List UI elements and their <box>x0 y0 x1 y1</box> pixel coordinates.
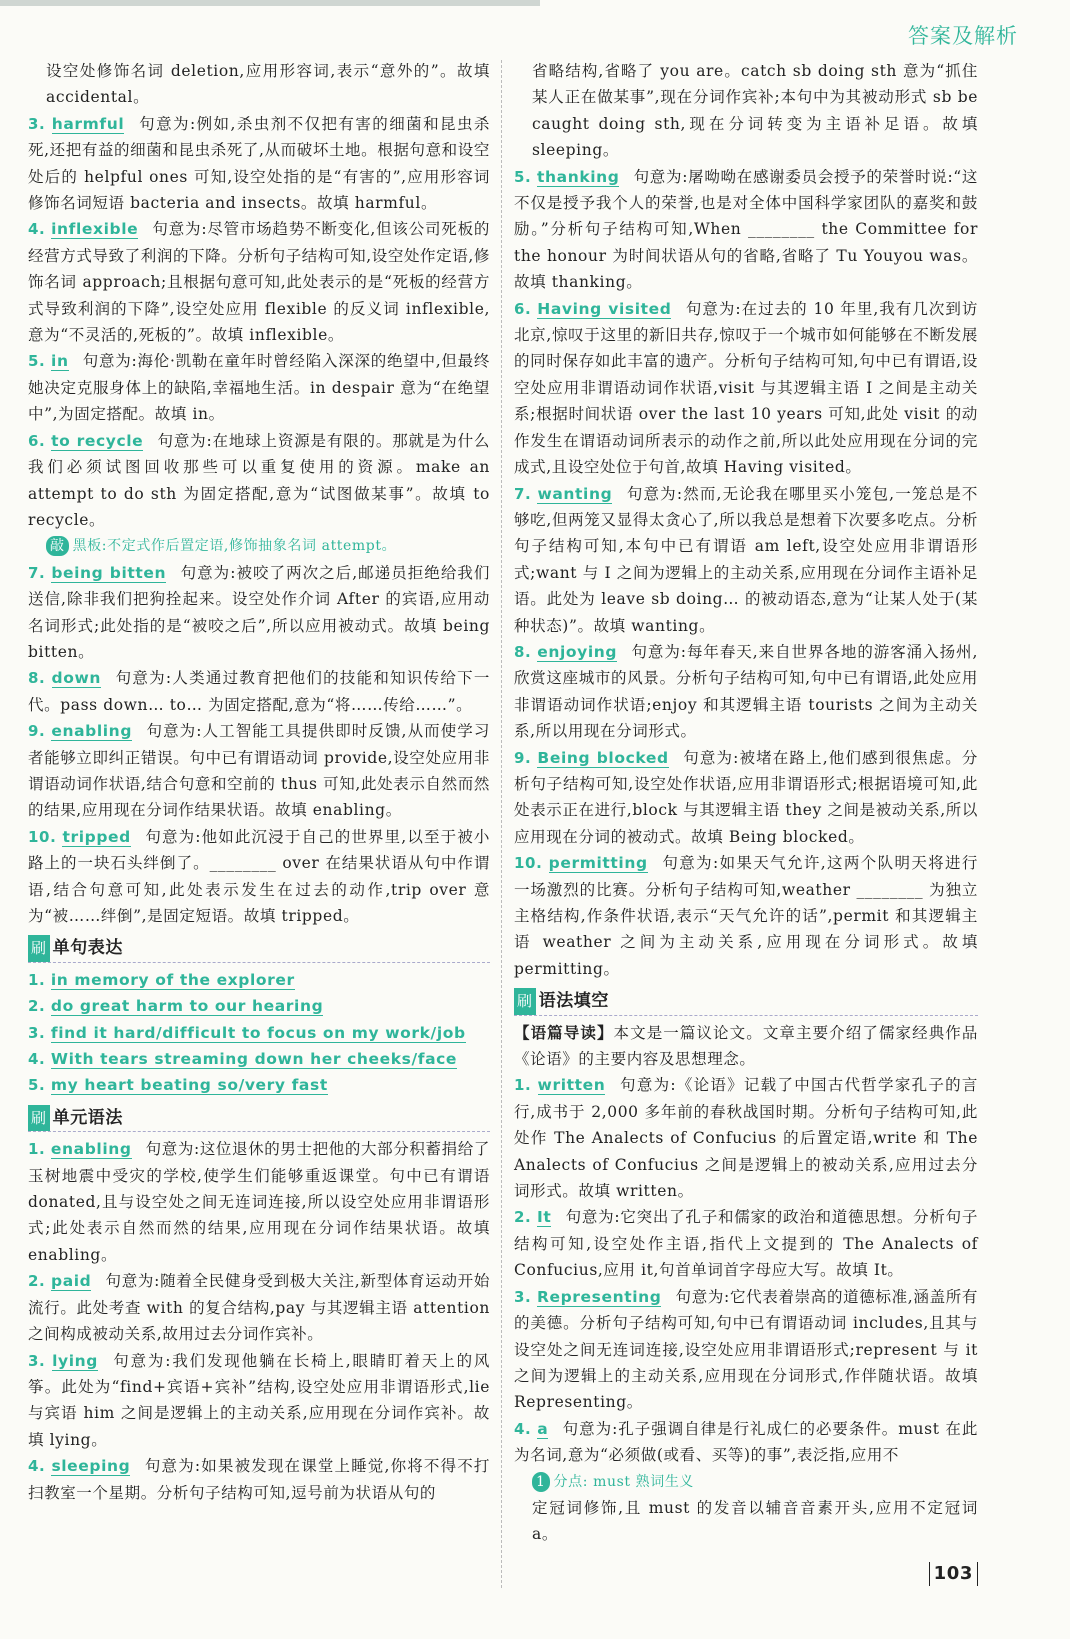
answer-text: wanting <box>537 484 613 503</box>
answer-item <box>514 850 978 982</box>
answer-item <box>514 481 978 639</box>
answer-text: enjoying <box>537 642 618 661</box>
answer-item <box>514 164 978 296</box>
answer-text: harmful <box>51 114 125 133</box>
item-number: 10. <box>28 827 57 846</box>
explanation-text: 句意为:它代表着崇高的道德标准,涵盖所有的美德。分析句子结构可知,句中已有谓语动词 includes,且其与设空处之间无连词连接,设空处应用非谓语形式;represent 与 it 之间为逻辑上的主动关系,应用现在分词形式,作伴随状语。故填 Representing。 <box>514 1287 979 1412</box>
answer-text: in <box>51 352 69 371</box>
item-number: 4. <box>28 220 46 239</box>
answer-text: enabling <box>50 1140 132 1159</box>
answer-item <box>28 1268 490 1347</box>
explanation-text: 句意为:被咬了两次之后,邮递员拒绝给我们送信,除非我们把狗拴起来。设空处作介词 After 的宾语,应用动名词形式;此处指的是“被咬之后”,所以应用被动式。故填 being bitten。 <box>28 563 491 661</box>
answer-text: Being blocked <box>537 748 669 767</box>
right-column-content <box>514 58 978 1548</box>
explanation-text: 句意为:孔子强调自律是行礼成仁的必要条件。must 在此为名词,意为“必须做(或看、买等)的事”,表泛指,应用不 <box>514 1419 978 1465</box>
column-divider <box>501 60 502 1588</box>
explanation-text: 句意为:在过去的 10 年里,我有几次到访北京,惊叹于这里的新旧共存,惊叹于一个城市如何能够在不断发展的同时保存如此丰富的遗产。分析句子结构可知,句中已有谓语,设空处应用非谓语动词作状语,visit 与其逻辑主语 I 之间是主动关系;根据时间状语 over the last 10 years 可知,此处 visit 的动作发生在谓语动词所表示的动作之前,所以此处应用现在分词的完成式,且设空处位于句首,故填 Having visited。 <box>514 299 978 477</box>
answer-item <box>514 1416 978 1469</box>
answer-text: do great harm to our hearing <box>50 997 324 1016</box>
answer-item <box>28 1453 490 1506</box>
answer-item <box>514 745 978 851</box>
section-heading <box>28 1105 490 1132</box>
item-number: 4. <box>514 1419 532 1438</box>
explanation-text: 句意为:例如,杀虫剂不仅把有害的细菌和昆虫杀死,还把有益的细菌和昆虫杀死了,从而破坏土地。根据句意和设空处后的 helpful ones 可知,设空处指的是“有害的”,应用形容词修饰名词短语 bacteria and insects。故填 harmful。 <box>28 114 491 213</box>
item-number: 5. <box>514 167 532 186</box>
answer-text: lying <box>52 1351 98 1370</box>
explanation-text: 句意为:我们发现他躺在长椅上,眼睛盯着天上的风筝。此处为“find+宾语+宾补”结构,设空处应用非谓语形式,lie 与宾语 him 之间是逻辑上的主动关系,应用现在分词作宾补。故填 lying。 <box>28 1351 491 1449</box>
answer-item <box>514 296 978 481</box>
guide-label: 【语篇导读】 <box>514 1022 614 1042</box>
short-answer-item <box>28 1020 490 1046</box>
explanation-text: 句意为:在地球上资源是有限的。那就是为什么我们必须试图回收那些可以重复使用的资源。make an attempt to do sth 为固定搭配,意为“试图做某事”。故填 to recycle。 <box>28 431 490 529</box>
item-number: 10. <box>514 854 543 873</box>
section-badge-icon: 刷 <box>514 988 536 1014</box>
short-answer-item <box>28 1072 490 1098</box>
answer-item <box>28 665 490 718</box>
continued-text: 省略结构,省略了 you are。catch sb doing sth 意为“抓住某人正在做某事”,现在分词作宾补;本句中为其被动形式 sb be caught doing sth,现在分词转变为主语补足语。故填 sleeping。 <box>532 62 978 160</box>
page-header-title: 答案及解析 <box>908 24 1018 48</box>
answer-text: It <box>537 1208 552 1227</box>
section-badge-icon: 刷 <box>28 935 50 961</box>
item-number: 7. <box>28 563 46 582</box>
item-number: 2. <box>514 1208 532 1227</box>
item-number: 4. <box>28 1457 46 1476</box>
item-number: 6. <box>28 431 46 450</box>
section-title: 单句表达 <box>52 938 124 959</box>
answer-text: With tears streaming down her cheeks/face <box>50 1050 458 1069</box>
answer-text: paid <box>51 1272 92 1291</box>
explanation-text: 句意为:《论语》记载了中国古代哲学家孔子的言行,成书于 2,000 多年前的春秋战国时期。分析句子结构可知,此处作 The Analects of Confucius 的后置定语,write 和 The Analects of Confucius 之间是逻辑上的被动关系,应用过去分词形式。故填 written。 <box>514 1076 978 1201</box>
answer-item <box>514 639 978 745</box>
right-column <box>514 58 978 1586</box>
answer-text: permitting <box>548 854 648 873</box>
continued-text: 设空处修饰名词 deletion,应用形容词,表示“意外的”。故填 accidental。 <box>46 62 490 107</box>
explanation-text: 句意为:这位退休的男士把他的大部分积蓄捐给了玉树地震中受灾的学校,使学生们能够重返课堂。句中已有谓语 donated,且与设空处之间无连词连接,所以设空处应用非谓语形式;此处表示自然而然的结果,应用现在分词作结果状语。故填 enabling。 <box>28 1140 490 1264</box>
continued-text: 定冠词修饰,且 must 的发音以辅音音素开头,应用不定冠词 a。 <box>532 1498 978 1544</box>
item-number: 1. <box>514 1076 532 1095</box>
tip-text: 分点: must 熟词生义 <box>553 1473 695 1490</box>
item-number: 3. <box>28 1351 46 1370</box>
answer-text: written <box>537 1076 606 1095</box>
explanation-text: 句意为:随着全民健身受到极大关注,新型体育运动开始流行。此处考查 with 的复合结构,pay 与其逻辑主语 attention 之间构成被动关系,故用过去分词作宾补。 <box>28 1272 491 1344</box>
item-number: 9. <box>28 722 46 741</box>
answer-text: tripped <box>62 827 131 846</box>
explanation-text: 句意为:每年春天,来自世界各地的游客涌入扬州,欣赏这座城市的风景。分析句子结构可知,句中已有谓语,此处应用非谓语动词作状语;enjoy 和其逻辑主语 tourists 之间为主动关系,所以用现在分词形式。 <box>514 642 978 741</box>
short-answer-item <box>28 967 490 993</box>
answer-text: being bitten <box>51 563 167 582</box>
explanation-text: 句意为:人类通过教育把他们的技能和知识传给下一代。pass down… to… 为固定搭配,意为“将……传给……”。 <box>28 669 490 714</box>
explanation-text: 句意为:如果天气允许,这两个队明天将进行一场激烈的比赛。分析句子结构可知,weather ________ 为独立主格结构,作条件状语,表示“天气允许的话”,permit 和其逻辑主语 weather 之间为主动关系,应用现在分词形式。故填 permitting。 <box>514 854 979 978</box>
item-number: 4. <box>28 1050 46 1069</box>
tip-badge: 1 <box>532 1472 550 1492</box>
section-title: 单元语法 <box>52 1107 124 1128</box>
answer-text: thanking <box>536 167 620 186</box>
answer-item <box>28 348 490 427</box>
item-number: 8. <box>28 669 46 688</box>
explanation-text: 句意为:如果被发现在课堂上睡觉,你将不得不打扫教室一个星期。分析句子结构可知,逗号前为状语从句的 <box>28 1457 490 1502</box>
answer-text: a <box>537 1419 549 1438</box>
item-number: 2. <box>28 997 46 1016</box>
explanation-text: 句意为:屠呦呦在感谢委员会授予的荣誉时说:“这不仅是授予我个人的荣誉,也是对全体中国科学家团队的嘉奖和鼓励。”分析句子结构可知,When ________ the Committee for the honour 为时间状语从句的省略,省略了 Tu Youyou was。故填 thanking。 <box>514 167 979 292</box>
item-number: 8. <box>514 642 532 661</box>
explanation-text: 句意为:它突出了孔子和儒家的政治和道德思想。分析句子结构可知,设空处作主语,指代上文提到的 The Analects of Confucius,应用 it,句首单词首字母应大写。故填 It。 <box>514 1208 979 1280</box>
answer-text: inflexible <box>51 220 139 239</box>
item-number: 3. <box>514 1287 532 1306</box>
item-number: 9. <box>514 748 532 767</box>
explanation-text: 句意为:海伦·凯勒在童年时曾经陷入深深的绝望中,但最终她决定克服身体上的缺陷,幸福地生活。in despair 意为“在绝望中”,为固定搭配。故填 in。 <box>28 352 490 424</box>
explanation-text: 句意为:被堵在路上,他们感到很焦虑。分析句子结构可知,设空处作状语,应用非谓语形式;根据语境可知,此处表示正在进行,block 与其逻辑主语 they 之间是被动关系,所以应用现在分词的被动式。故填 Being blocked。 <box>514 748 979 846</box>
answer-item <box>514 1204 978 1283</box>
answer-text: Representing <box>536 1287 662 1306</box>
answer-item <box>28 111 490 217</box>
answer-item <box>514 1284 978 1416</box>
section-title: 语法填空 <box>538 991 610 1012</box>
answer-text: my heart beating so/very fast <box>50 1076 328 1095</box>
tip-badge: 敲 <box>46 536 69 556</box>
short-answer-item <box>28 993 490 1019</box>
item-number: 5. <box>28 1076 46 1095</box>
page-number: 103 <box>929 1562 978 1586</box>
top-edge-bar <box>0 0 540 6</box>
section-heading <box>28 935 490 962</box>
answer-text: in memory of the explorer <box>50 970 295 989</box>
answer-item <box>28 718 490 824</box>
item-number: 5. <box>28 352 46 371</box>
section-badge-icon: 刷 <box>28 1105 50 1131</box>
item-number: 1. <box>28 970 46 989</box>
item-number: 3. <box>28 1023 46 1042</box>
tip-text: 黑板:不定式作后置定语,修饰抽象名词 attempt。 <box>72 538 397 555</box>
item-number: 2. <box>28 1272 46 1291</box>
tip-note <box>514 1469 978 1495</box>
explanation-text: 句意为:人工智能工具提供即时反馈,从而使学习者能够立即纠正错误。句中已有谓语动词 provide,设空处应用非谓语动词作状语,结合句意和空前的 thus 可知,此处表示自然而然的结果,应用现在分词作结果状语。故填 enabling。 <box>28 722 490 820</box>
item-number: 1. <box>28 1140 46 1159</box>
answer-item <box>28 428 490 534</box>
answer-text: Having visited <box>537 299 672 318</box>
explanation-text: 句意为:尽管市场趋势不断变化,但该公司死板的经营方式导致了利润的下降。分析句子结构可知,设空处作定语,修饰名词 approach;且根据句意可知,此处表示的是“死板的经营方式导致利润的下降”,设空处应用 flexible 的反义词 inflexible,意为“不灵活的,死板的”。故填 inflexible。 <box>28 220 490 345</box>
answer-text: to recycle <box>51 431 144 450</box>
explanation-text: 句意为:然而,无论我在哪里买小笼包,一笼总是不够吃,但两笼又显得太贪心了,所以我总是想着下次要多吃点。分析句子结构可知,本句中已有谓语 am left,设空处应用非谓语形式;want 与 I 之间为逻辑上的主动关系,应用现在分词作主语补足语。此处为 leave sb doing… 的被动语态,意为“让某人处于(某种状态)”。故填 wanting。 <box>514 484 978 635</box>
answer-item <box>514 1072 978 1204</box>
page-number-row <box>514 1562 978 1586</box>
answer-text: enabling <box>51 722 133 741</box>
short-answer-item <box>28 1046 490 1072</box>
answer-item <box>28 560 490 666</box>
answer-item <box>28 1348 490 1454</box>
left-column-content <box>28 58 490 1506</box>
answer-text: down <box>51 669 102 688</box>
answer-item <box>28 824 490 930</box>
left-column <box>28 58 490 1506</box>
answer-item <box>28 1136 490 1268</box>
explanation-text: 句意为:他如此沉浸于自己的世界里,以至于被小路上的一块石头绊倒了。________ over 在结果状语从句中作谓语,结合句意可知,此处表示发生在过去的动作,trip over 意为“被……绊倒”,是固定短语。故填 tripped。 <box>28 827 491 925</box>
answer-item <box>28 216 490 348</box>
reading-guide <box>514 1020 978 1073</box>
item-number: 6. <box>514 299 532 318</box>
section-heading <box>514 988 978 1015</box>
item-number: 3. <box>28 114 46 133</box>
guide-text: 本文是一篇议论文。文章主要介绍了儒家经典作品《论语》的主要内容及思想理念。 <box>514 1023 978 1069</box>
answer-text: find it hard/difficult to focus on my work/job <box>50 1023 466 1042</box>
answer-text: sleeping <box>51 1457 131 1476</box>
tip-note <box>28 533 490 559</box>
item-number: 7. <box>514 484 532 503</box>
